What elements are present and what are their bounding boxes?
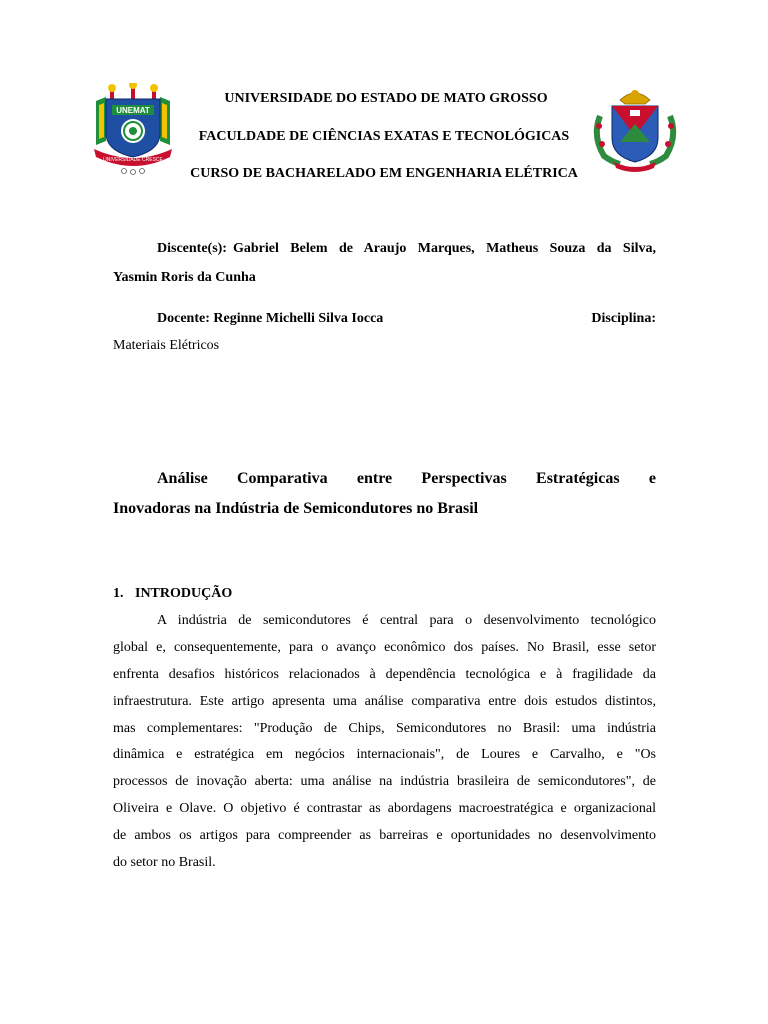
- paragraph-line: dinâmica e estratégica em negócios internacionais", de Loures e Carvalho, e "Os: [113, 747, 656, 762]
- title-word: entre: [356, 470, 393, 487]
- paragraph-line: A indústria de semicondutores é central para o desenvolvimento tecnológico: [157, 613, 656, 628]
- university-name: UNIVERSIDADE DO ESTADO DE MATO GROSSO: [224, 91, 548, 106]
- paragraph-line: mas complementares: "Produção de Chips, Semicondutores no Brasil: uma indústria: [113, 721, 656, 736]
- docente-name: Reginne Michelli Silva Iocca: [213, 311, 384, 326]
- title-word: Análise: [157, 470, 208, 487]
- unemat-ribbon-text: UNIVERSIDADE CRESCE: [103, 157, 163, 163]
- paragraph-line: processos de inovação aberta: uma análise na indústria brasileira de semicondutores", de: [113, 774, 656, 789]
- section-heading: [113, 586, 656, 602]
- paragraph-line: infraestrutura. Este artigo apresenta uma análise comparativa entre dois estudos distintos,: [113, 694, 656, 709]
- docente: [157, 311, 383, 327]
- docente-label: Docente:: [157, 311, 210, 326]
- discentes-names-line1: Gabriel Belem de Araujo Marques, Matheus Souza da Silva,: [232, 241, 656, 256]
- document-title-line2: Inovadoras na Indústria de Semicondutores no Brasil: [113, 500, 479, 517]
- docente-row: [113, 311, 656, 327]
- paragraph-line: de ambos os artigos para compreender as barreiras e oportunidades no desenvolvimento: [113, 828, 656, 843]
- disciplina-label: Disciplina:: [591, 311, 656, 326]
- title-word: Perspectivas: [421, 470, 507, 487]
- disciplina-value: Materiais Elétricos: [113, 338, 220, 353]
- discentes-names-line2: Yasmin Roris da Cunha: [113, 270, 256, 285]
- discentes-label: Discente(s):: [157, 241, 227, 256]
- discentes-line1: [113, 241, 656, 257]
- section-title: INTRODUÇÃO: [135, 586, 233, 601]
- section-number: 1.: [113, 586, 124, 601]
- paragraph-line: do setor no Brasil.: [113, 855, 216, 870]
- document-title-line1: [113, 470, 656, 488]
- title-word: e: [648, 470, 656, 487]
- paragraph-line: global e, consequentemente, para o avanço econômico dos países. No Brasil, esse setor: [113, 640, 656, 655]
- course-name: CURSO DE BACHARELADO EM ENGENHARIA ELÉTRICA: [190, 166, 578, 181]
- unemat-seal-text: UNEMAT: [116, 106, 150, 115]
- paragraph-line: Oliveira e Olave. O objetivo é contrastar as abordagens macroestratégica e organizacional: [113, 801, 656, 816]
- title-word: Comparativa: [236, 470, 328, 487]
- faculty-name: FACULDADE DE CIÊNCIAS EXATAS E TECNOLÓGICAS: [198, 129, 570, 144]
- title-word: Estratégicas: [536, 470, 620, 487]
- paragraph-line: enfrenta desafios históricos relacionados à dependência tecnológica e à fragilidade da: [113, 667, 656, 682]
